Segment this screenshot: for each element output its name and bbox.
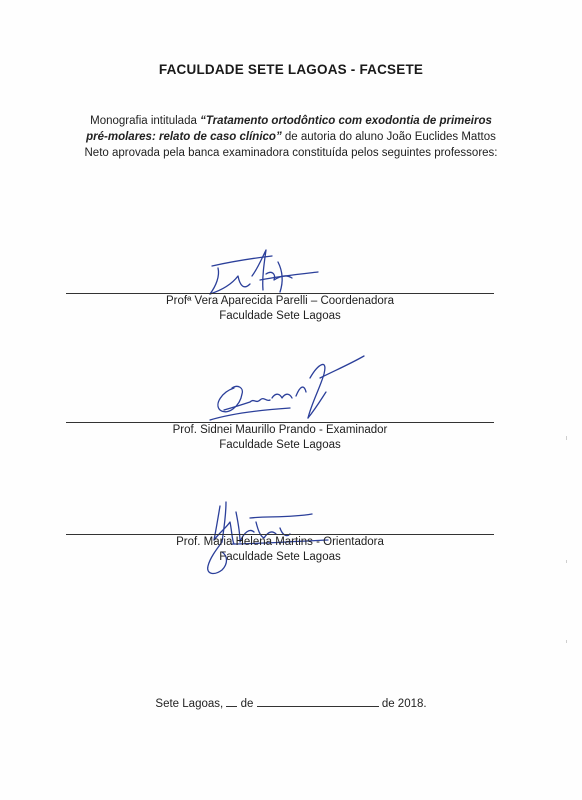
signatory-name: Profª Vera Aparecida Parelli – Coordenadora xyxy=(165,295,394,307)
day-blank-field xyxy=(226,695,237,707)
signatory-name: Prof. Maria Helena Martins - Orientadora xyxy=(176,536,384,548)
signature-line xyxy=(66,293,494,294)
date-year: de 2018. xyxy=(381,698,427,710)
scan-artifact xyxy=(566,436,567,440)
signatory-institution: Faculdade Sete Lagoas xyxy=(219,551,341,563)
intro-prefix: Monografia intitulada xyxy=(90,115,201,127)
approval-statement xyxy=(80,113,502,161)
date-city: Sete Lagoas, xyxy=(155,698,224,710)
scan-artifact xyxy=(566,560,567,563)
page-title: FACULDADE SETE LAGOAS - FACSETE xyxy=(158,62,424,77)
thesis-title: “Tratamento ortodôntico com exodontia de primeiros pré-molares: relato de caso clínico” xyxy=(86,115,492,143)
date-place-line xyxy=(0,695,582,710)
month-blank-field xyxy=(257,695,379,707)
signature-line xyxy=(66,422,494,423)
date-de: de xyxy=(240,698,254,710)
scan-artifact xyxy=(566,640,567,643)
signatory-institution: Faculdade Sete Lagoas xyxy=(219,439,341,451)
intro-suffix: de autoria do aluno João Euclides Mattos Neto aprovada pela banca examinadora constituída pelos seguintes professores: xyxy=(84,131,498,159)
signatory-institution: Faculdade Sete Lagoas xyxy=(219,310,341,322)
signature-examiner-image xyxy=(200,348,370,430)
signatory-name: Prof. Sidnei Maurillo Prando - Examinador xyxy=(172,424,388,436)
signature-line xyxy=(66,534,494,535)
